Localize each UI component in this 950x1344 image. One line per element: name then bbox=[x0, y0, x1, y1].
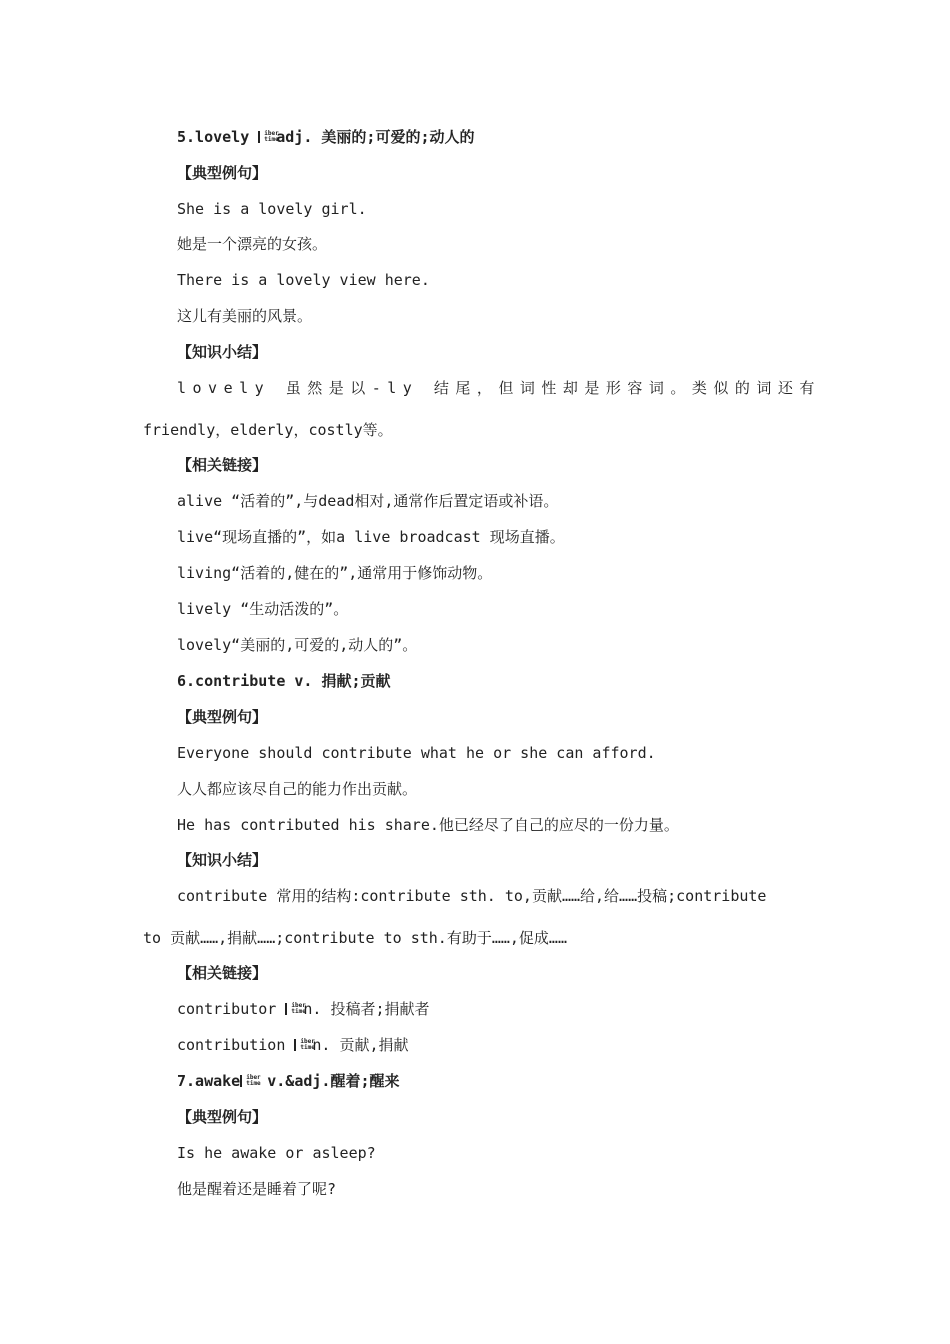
watermark-logo-icon: iber time bbox=[240, 1074, 258, 1088]
section-6-links-title: 【相关链接】 bbox=[177, 964, 268, 982]
heading-definition: v.&adj.醒着;醒来 bbox=[258, 1072, 400, 1090]
example-sentence: Is he awake or asleep? bbox=[177, 1144, 376, 1162]
example-translation: 人人都应该尽自己的能力作出贡献。 bbox=[177, 780, 418, 798]
example-sentence: She is a lovely girl. bbox=[177, 200, 367, 218]
heading-word: 5.lovely bbox=[177, 128, 259, 146]
example-translation: 他是醒着还是睡着了呢? bbox=[177, 1180, 337, 1198]
watermark-logo-icon: iber time bbox=[285, 1002, 303, 1016]
summary-text-line2: to 贡献……,捐献……;contribute to sth.有助于……,促成…… bbox=[143, 929, 567, 947]
summary-text-line1: contribute 常用的结构:contribute sth. to,贡献……给,给……投稿;contribute bbox=[177, 887, 767, 905]
watermark-logo-icon: iber time bbox=[258, 130, 276, 144]
section-5-examples-title: 【典型例句】 bbox=[177, 164, 268, 182]
link-definition: n. 投稿者;捐献者 bbox=[303, 1000, 430, 1018]
related-link-item bbox=[177, 999, 430, 1019]
section-6-heading: 6.contribute v. 捐献;贡献 bbox=[177, 672, 391, 690]
example-sentence: Everyone should contribute what he or she can afford. bbox=[177, 744, 656, 762]
related-link-item: living“活着的,健在的”,通常用于修饰动物。 bbox=[177, 564, 493, 582]
summary-text-line1: lovely 虽然是以-ly 结尾，但词性却是形容词。类似的词还有 bbox=[177, 379, 821, 397]
section-7-heading bbox=[177, 1071, 400, 1091]
related-link-item: lovely“美丽的,可爱的,动人的”。 bbox=[177, 636, 418, 654]
related-link-item: live“现场直播的”，如a live broadcast 现场直播。 bbox=[177, 528, 565, 546]
example-sentence: There is a lovely view here. bbox=[177, 271, 430, 289]
related-link-item: alive “活着的”,与dead相对,通常作后置定语或补语。 bbox=[177, 492, 559, 510]
section-5-links-title: 【相关链接】 bbox=[177, 456, 268, 474]
heading-definition: adj. 美丽的;可爱的;动人的 bbox=[276, 128, 475, 146]
section-5-heading bbox=[177, 127, 475, 147]
watermark-logo-icon: iber time bbox=[294, 1038, 312, 1052]
example-translation: 这儿有美丽的风景。 bbox=[177, 307, 313, 325]
section-5-summary-title: 【知识小结】 bbox=[177, 343, 268, 361]
section-6-examples-title: 【典型例句】 bbox=[177, 708, 268, 726]
example-sentence: He has contributed his share.他已经尽了自己的应尽的一份力量。 bbox=[177, 816, 679, 834]
heading-word: 7.awake bbox=[177, 1072, 241, 1090]
section-7-examples-title: 【典型例句】 bbox=[177, 1108, 268, 1126]
link-word: contributor bbox=[177, 1000, 286, 1018]
example-translation: 她是一个漂亮的女孩。 bbox=[177, 235, 328, 253]
related-link-item: lively “生动活泼的”。 bbox=[177, 600, 349, 618]
link-word: contribution bbox=[177, 1036, 295, 1054]
related-link-item bbox=[177, 1035, 409, 1055]
summary-text-line2: friendly，elderly，costly等。 bbox=[143, 421, 393, 439]
section-6-summary-title: 【知识小结】 bbox=[177, 851, 268, 869]
link-definition: n. 贡献,捐献 bbox=[312, 1036, 409, 1054]
